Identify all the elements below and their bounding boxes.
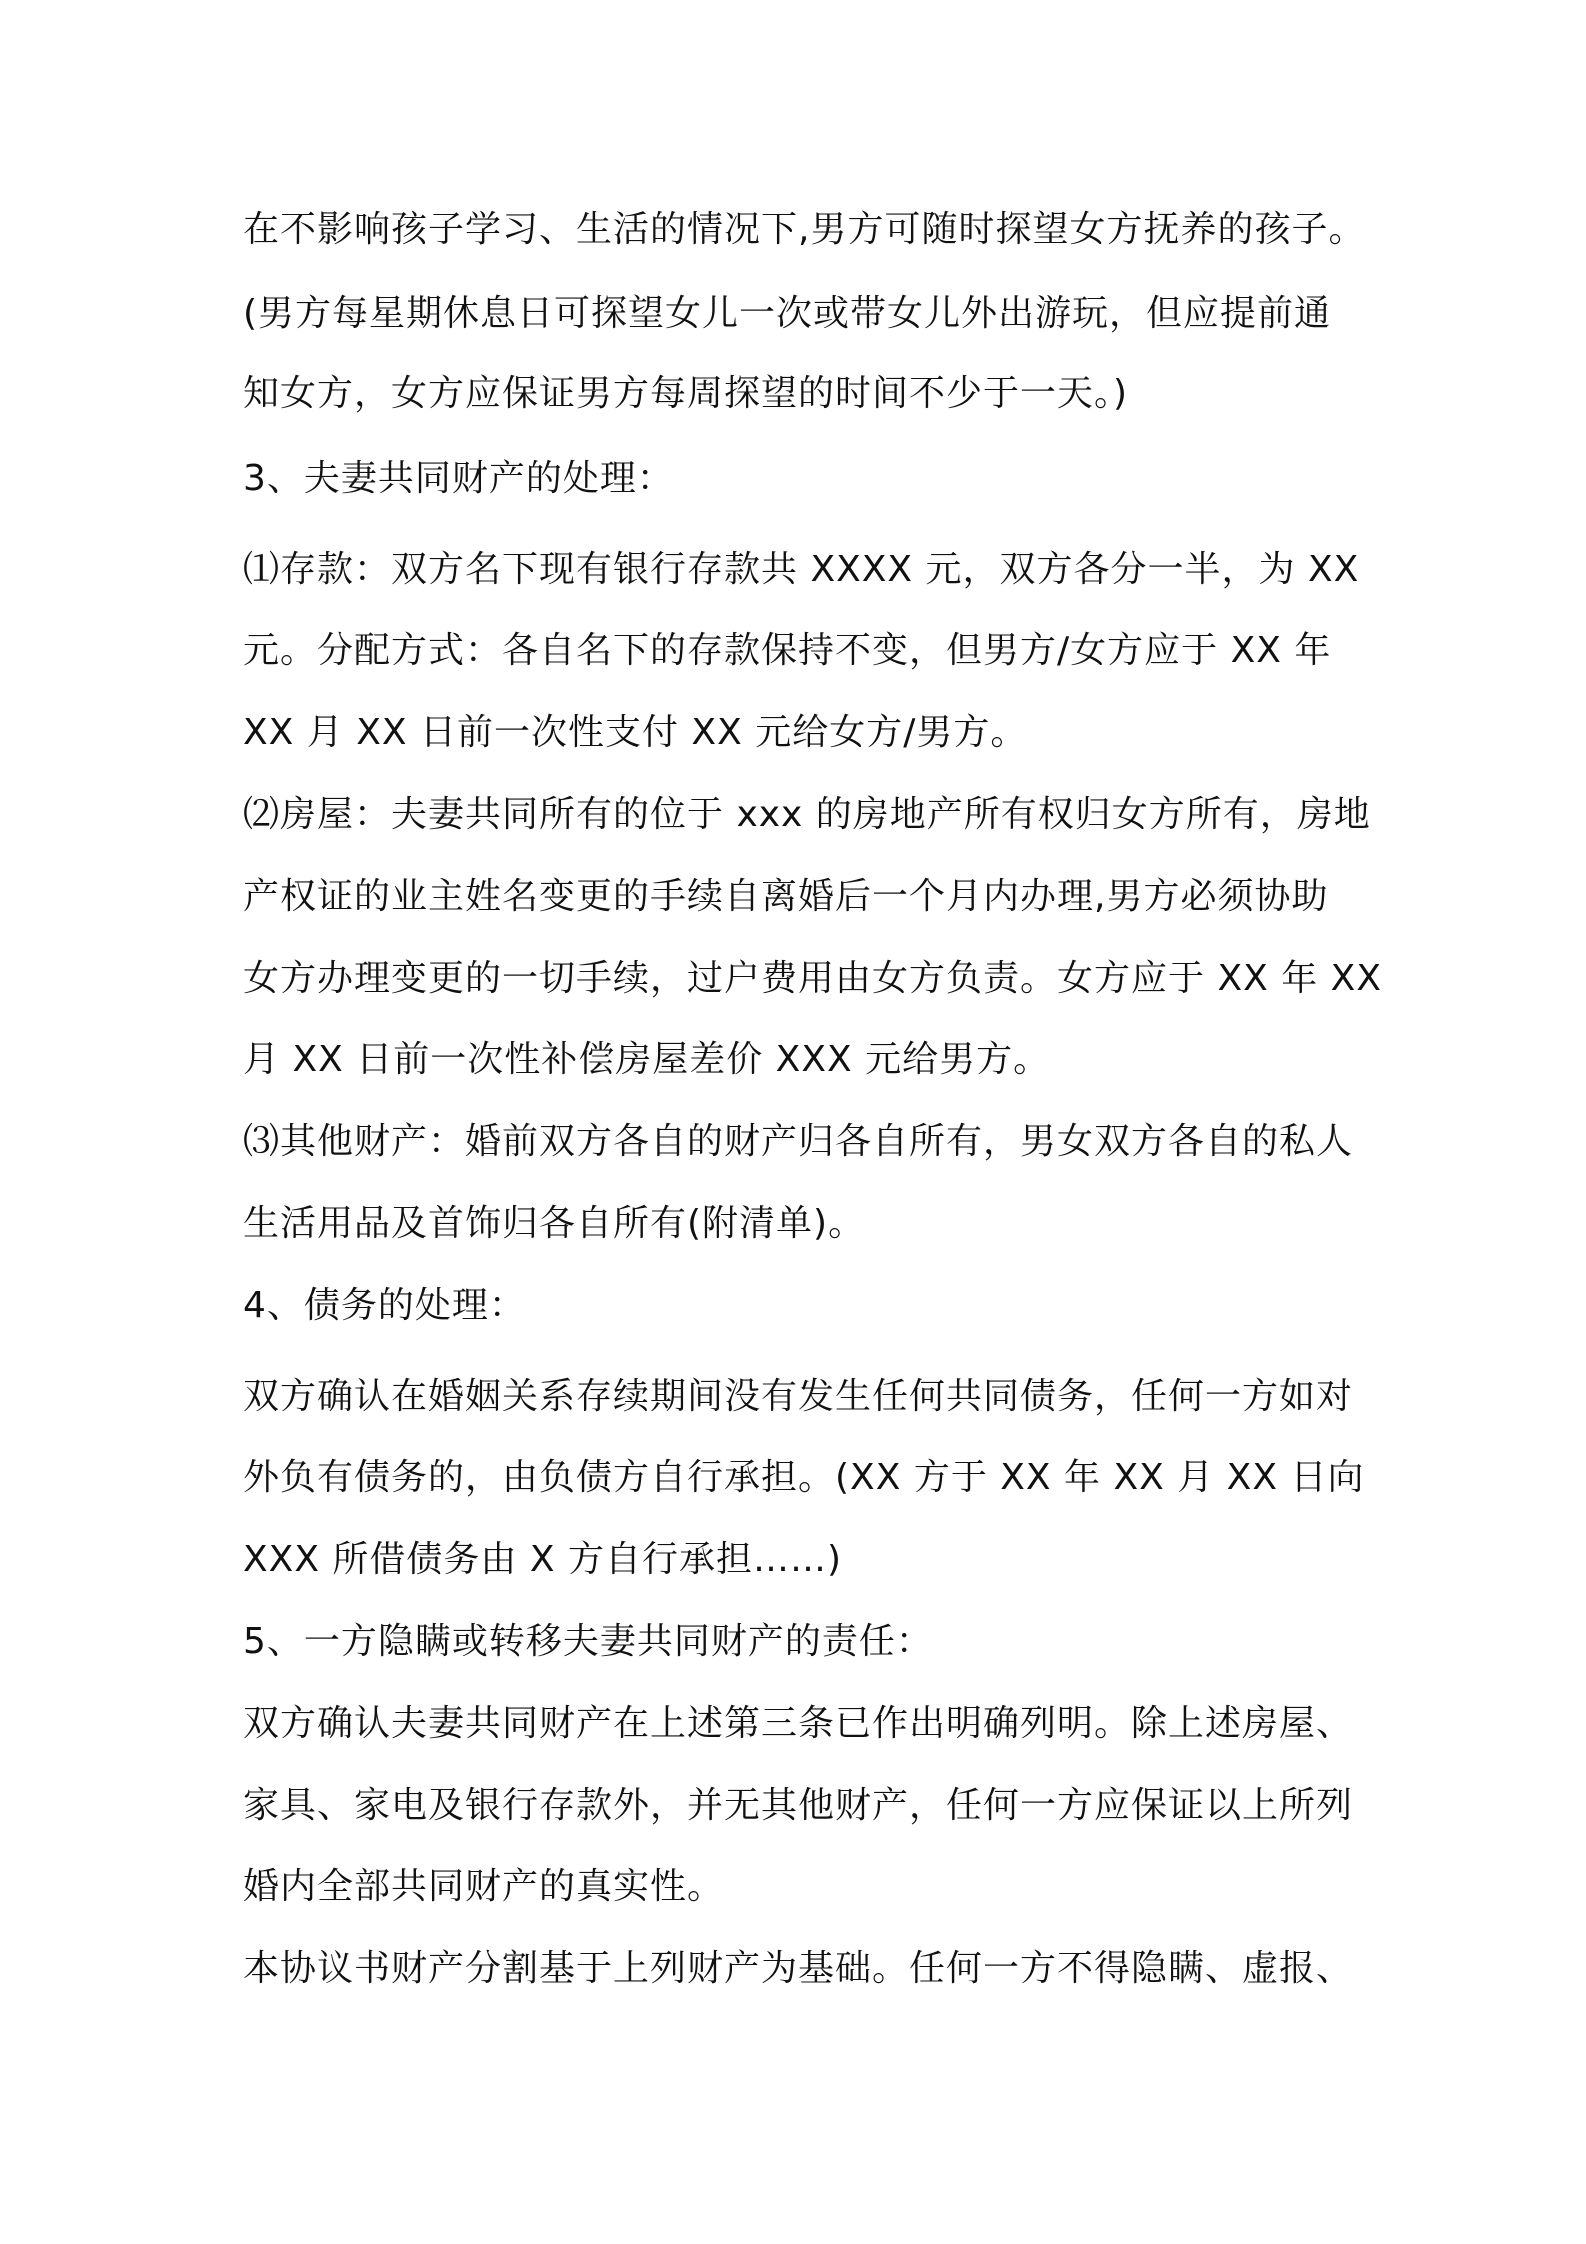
text-line: 本协议书财产分割基于上列财产为基础。任何一方不得隐瞒、虚报、 [243,1948,1354,1989]
text-line: 婚内全部共同财产的真实性。 [243,1866,725,1907]
text-line: ⑵房屋：夫妻共同所有的位于 xxx 的房地产所有权归女方所有，房地 [243,794,1371,835]
text-line: XX 月 XX 日前一次性支付 XX 元给女方/男方。 [243,712,1028,753]
text-line: 在不影响孩子学习、生活的情况下,男方可随时探望女方抚养的孩子。 [243,209,1366,250]
text-line: 产权证的业主姓名变更的手续自离婚后一个月内办理,男方必须协助 [243,876,1329,917]
text-line: 5、一方隐瞒或转移夫妻共同财产的责任： [243,1621,933,1662]
text-line: 双方确认夫妻共同财产在上述第三条已作出明确列明。除上述房屋、 [243,1703,1354,1744]
text-line: 外负有债务的，由负债方自行承担。(XX 方于 XX 年 XX 月 XX 日向 [243,1457,1365,1498]
text-line: 生活用品及首饰归各自所有(附清单)。 [243,1203,866,1244]
text-line: XXX 所借债务由 X 方自行承担……) [243,1539,843,1580]
text-line: 女方办理变更的一切手续，过户费用由女方负责。女方应于 XX 年 XX [243,958,1382,999]
text-line: 家具、家电及银行存款外，并无其他财产，任何一方应保证以上所列 [243,1785,1354,1826]
text-line: ⑴存款：双方名下现有银行存款共 XXXX 元，双方各分一半，为 XX [243,549,1360,590]
text-line: 月 XX 日前一次性补偿房屋差价 XXX 元给男方。 [243,1039,1051,1080]
text-line: 双方确认在婚姻关系存续期间没有发生任何共同债务，任何一方如对 [243,1376,1354,1417]
text-line: 3、夫妻共同财产的处理： [243,458,674,499]
text-line: 元。分配方式：各自名下的存款保持不变，但男方/女方应于 XX 年 [243,630,1332,671]
text-line: 4、债务的处理： [243,1285,526,1326]
text-line: ⑶其他财产：婚前双方各自的财产归各自所有，男女双方各自的私人 [243,1121,1354,1162]
text-line: 知女方，女方应保证男方每周探望的时间不少于一天。) [243,373,1129,414]
text-line: (男方每星期休息日可探望女儿一次或带女儿外出游玩，但应提前通 [243,293,1332,334]
